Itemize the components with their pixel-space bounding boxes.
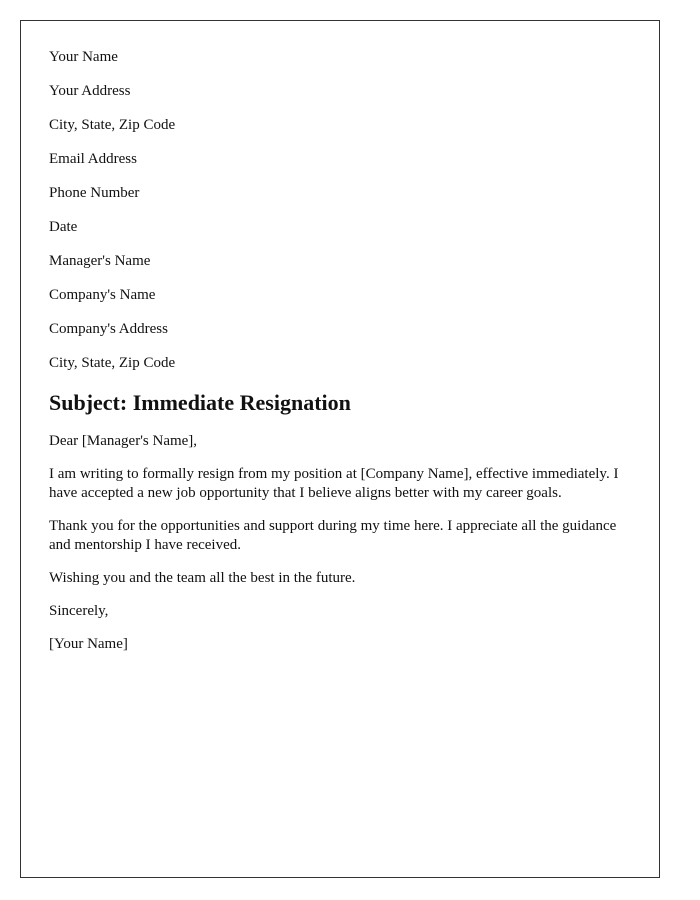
recipient-company-name: Company's Name [49,287,156,303]
sender-phone: Phone Number [49,185,140,201]
closing: Sincerely, [49,603,109,619]
body-paragraph-2: Thank you for the opportunities and support during my time here. I appreciate all the guidance and mentorship I have received. [49,518,617,553]
letter-subject: Subject: Immediate Resignation [49,390,351,415]
signature: [Your Name] [49,636,128,652]
recipient-manager-name: Manager's Name [49,253,151,269]
sender-email: Email Address [49,151,137,167]
letter-page [20,20,660,878]
salutation: Dear [Manager's Name], [49,433,198,449]
sender-name: Your Name [49,49,118,65]
recipient-city-state-zip: City, State, Zip Code [49,355,176,371]
recipient-company-address: Company's Address [49,321,168,337]
body-paragraph-3: Wishing you and the team all the best in the future. [49,570,356,586]
sender-city-state-zip: City, State, Zip Code [49,117,176,133]
body-paragraph-1: I am writing to formally resign from my position at [Company Name], effective immediately. I have accepted a new job opportunity that I believe aligns better with my career goals. [49,466,619,501]
sender-address: Your Address [49,83,131,99]
letter-date: Date [49,219,78,235]
